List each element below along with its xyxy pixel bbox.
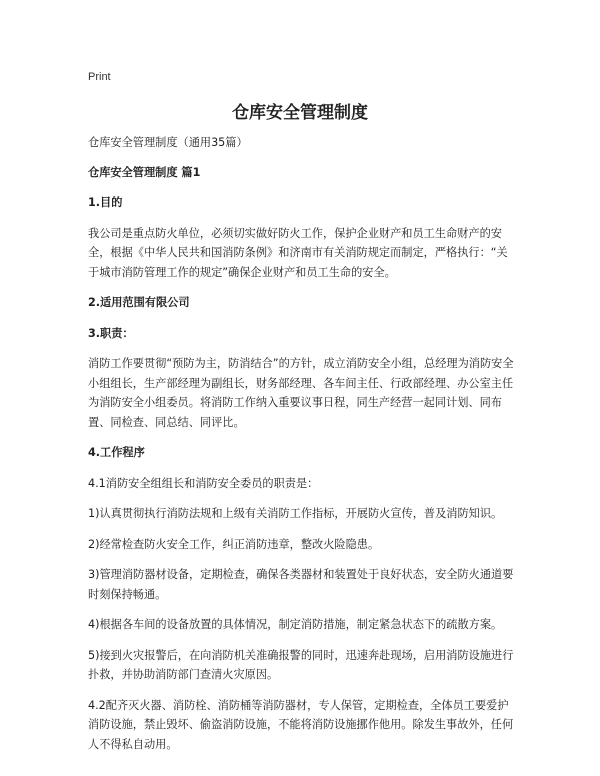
paragraph-purpose: 我公司是重点防火单位，必须切实做好防火工作，保护企业财产和员工生命财产的安全，根据《中华人民共和国消防条例》和济南市有关消防规定而制定，严格执行：“关于城市消防管理工作的规定”确保企业财产和员工生命的安全。 xyxy=(88,226,508,279)
print-label[interactable]: Print xyxy=(88,71,111,83)
document-title: 仓库安全管理制度 xyxy=(232,103,368,123)
paragraph-duties: 消防工作要贯彻“预防为主，防消结合”的方针，成立消防安全小组，总经理为消防安全小组组长，生产部经理为副组长，财务部经理、各车间主任、行政部经理、办公室主任为消防安全小组委员。将消防工作纳入重要议事日程，同生产经营一起同计划、同布置、同检查、同总结、同评比。 xyxy=(88,357,514,429)
list-item: 2)经常检查防火安全工作，纠正消防违章，整改火险隐患。 xyxy=(88,537,380,551)
list-item: 5)接到火灾报警后，在向消防机关准确报警的同时，迅速奔赴现场，启用消防设施进行扑救，并协助消防部门查清火灾原因。 xyxy=(88,648,514,681)
list-item: 1)认真贯彻执行消防法规和上级有关消防工作指标，开展防火宣传，普及消防知识。 xyxy=(88,507,503,520)
list-item: 4)根据各车间的设备放置的具体情况，制定消防措施，制定紧急状态下的疏散方案。 xyxy=(88,618,503,631)
list-item: 4.2配齐灭火器、消防栓、消防桶等消防器材，专人保管，定期检查，全体员工要爱护消防设施，禁止毁坏、偷盗消防设施，不能将消防设施挪作他用。除发生事故外，任何人不得私自动用。 xyxy=(88,698,514,751)
section-heading: 仓库安全管理制度 篇1 xyxy=(88,165,201,179)
list-item: 3)管理消防器材设备，定期检查，确保各类器材和装置处于良好状态，安全防火通道要时刻保持畅通。 xyxy=(88,568,514,601)
document-body xyxy=(88,133,516,765)
heading-duties: 3.职责： xyxy=(88,326,134,340)
list-item: 4.1消防安全组组长和消防安全委员的职责是： xyxy=(88,476,319,490)
heading-purpose: 1.目的 xyxy=(88,196,123,209)
document-subtitle: 仓库安全管理制度（通用35篇） xyxy=(88,136,248,149)
heading-procedure: 4.工作程序 xyxy=(88,446,145,459)
heading-scope: 2.适用范围有限公司 xyxy=(88,296,190,309)
